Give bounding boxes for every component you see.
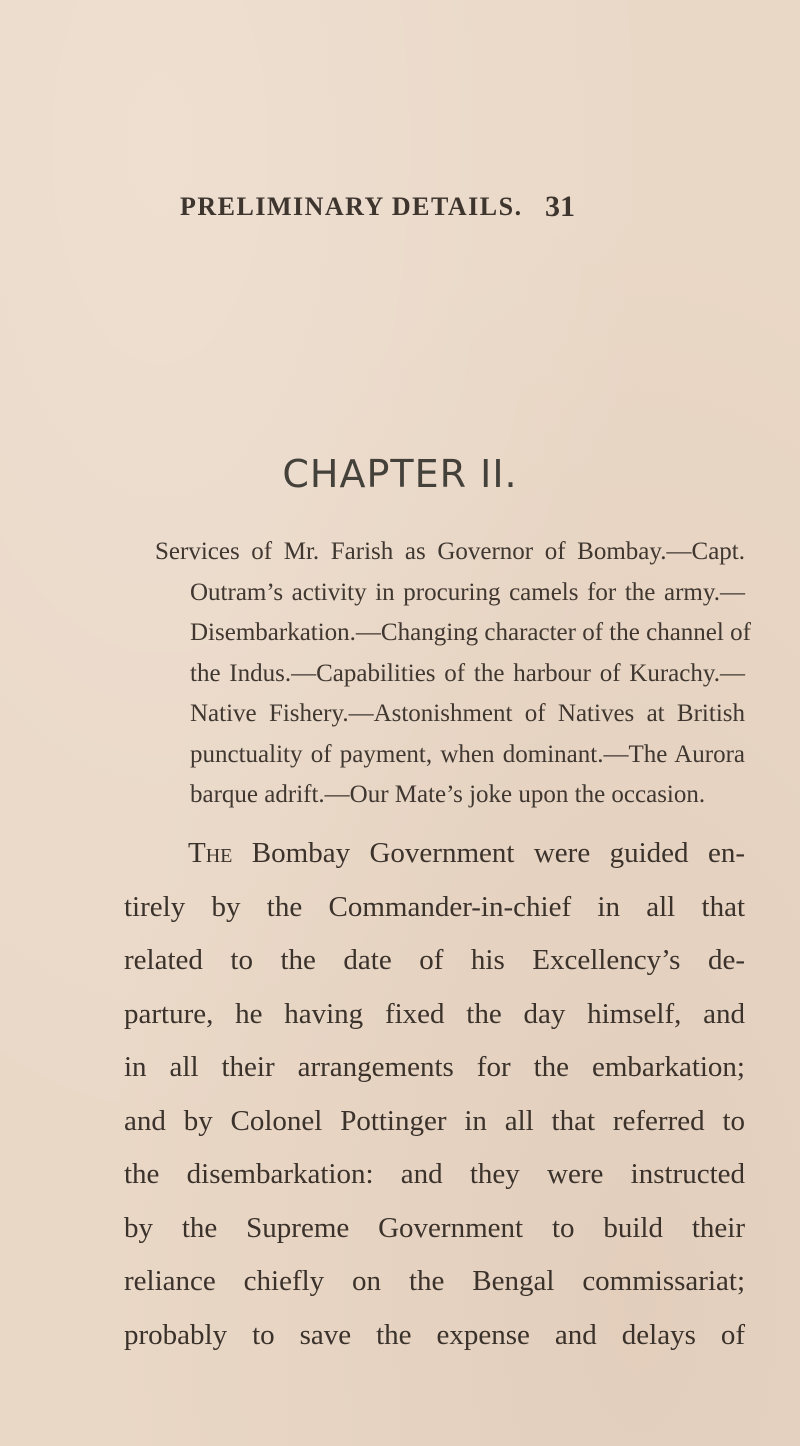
body-line: the disembarkation: and they were instructed xyxy=(124,1158,745,1190)
body-line: by the Supreme Government to build their xyxy=(124,1211,745,1244)
synopsis-line: Outram’s activity in procuring camels for the army.— xyxy=(190,578,745,606)
synopsis-line: the Indus.—Capabilities of the harbour of Kurachy.— xyxy=(190,659,745,687)
synopsis-line: punctuality of payment, when dominant.—The Aurora xyxy=(190,740,745,768)
body-line: related to the date of his Excellency’s de- xyxy=(124,944,745,976)
synopsis-line: Disembarkation.—Changing character of the channel of xyxy=(190,619,751,646)
chapter-title: CHAPTER II. xyxy=(282,452,518,496)
body-line: in all their arrangements for the embarkation; xyxy=(124,1051,745,1083)
page-number: 31 xyxy=(545,190,575,223)
body-line: reliance chiefly on the Bengal commissariat; xyxy=(124,1265,745,1297)
body-line: and by Colonel Pottinger in all that referred to xyxy=(124,1104,745,1137)
body-paragraph xyxy=(124,827,745,1362)
body-line: tirely by the Commander-in-chief in all that xyxy=(124,890,745,923)
body-line: parture, he having fixed the day himself, and xyxy=(124,997,745,1030)
body-line xyxy=(60,827,745,881)
body-line: probably to save the expense and delays of xyxy=(124,1318,745,1351)
opening-word: The xyxy=(188,837,233,869)
running-head-title: PRELIMINARY DETAILS. xyxy=(180,192,523,221)
chapter-synopsis xyxy=(155,532,751,816)
synopsis-line: Native Fishery.—Astonishment of Natives at British xyxy=(190,700,745,727)
synopsis-line: Services of Mr. Farish as Governor of Bombay.—Capt. xyxy=(155,538,745,565)
synopsis-line: barque adrift.—Our Mate’s joke upon the occasion. xyxy=(190,781,706,808)
body-line-text: Bombay Government were guided en- xyxy=(232,837,745,869)
